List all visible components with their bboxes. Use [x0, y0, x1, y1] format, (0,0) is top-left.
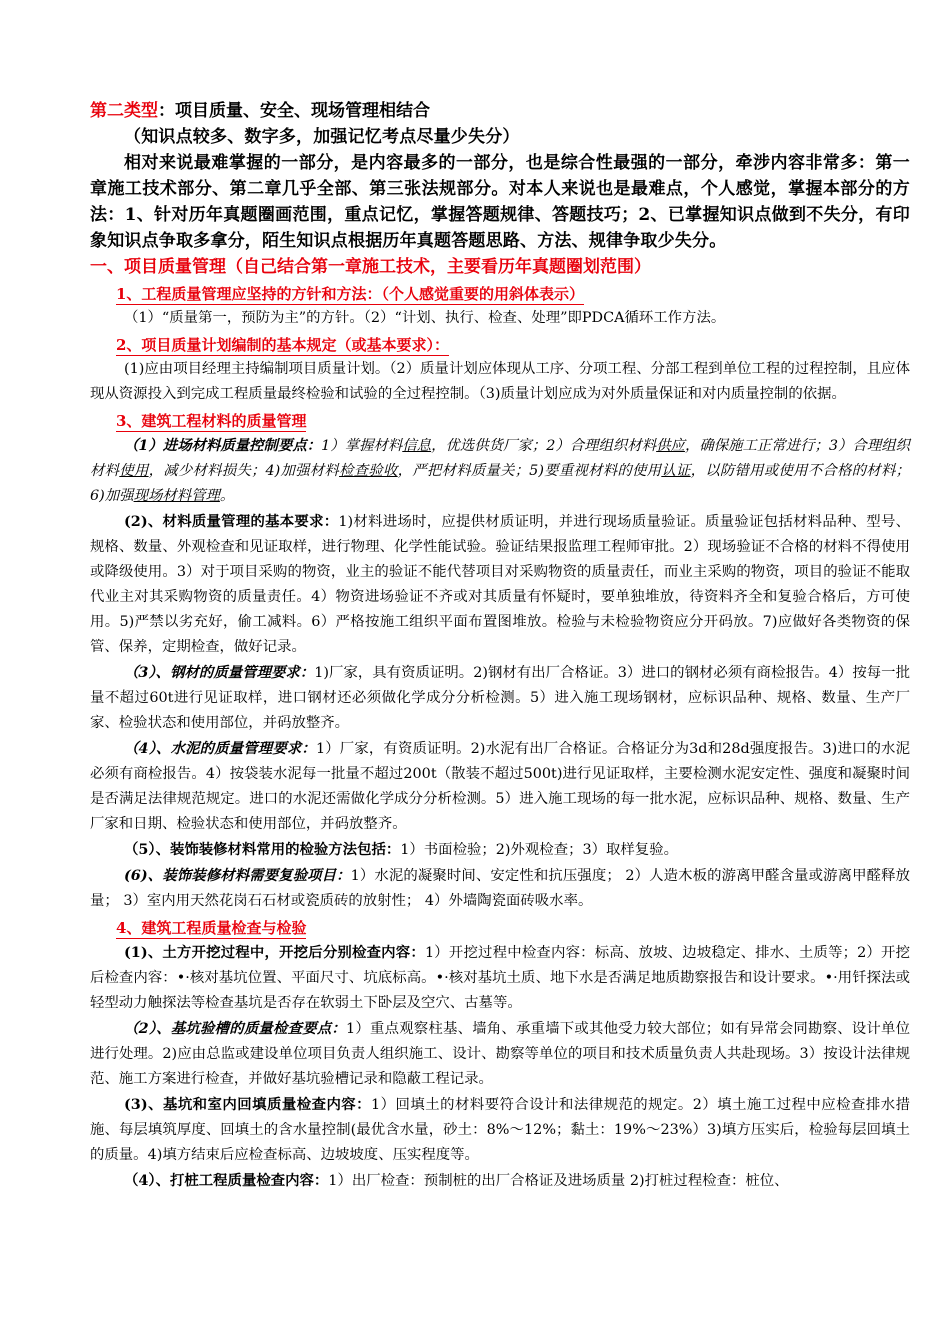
s3-p4-text: 1）厂家，有资质证明。2)水泥有出厂合格证。合格证分为3d和28d强度报告。3)进口的水泥必须有商检报告。4）按袋装水泥每一批量不超过200t（散装不超过500t)进行见证取样，主要检测水泥安定性、强度和凝聚时间是否满足法律规范规定。进口的水泥还需做化学成分分析检测。5）进入施工现场的每一批水泥，应标识品种、规格、数量、生产厂家和日期、检验状态和使用部位，并码放整齐。 [90, 741, 910, 832]
s4-p4-lead: （4）、打桩工程质量检查内容： [124, 1172, 329, 1189]
s1-heading-text: 1、工程质量管理应坚持的方针和方法：（个人感觉重要的用斜体表示） [116, 285, 584, 303]
s3-p5 [90, 837, 910, 863]
s4-heading-text: 4、建筑工程质量检查与检验 [116, 919, 307, 937]
s3-p1-u1: 信息 [402, 438, 432, 454]
s3-p1-g: 。 [219, 488, 235, 504]
s4-p3-lead: (3)、基坑和室内回填质量检查内容： [124, 1096, 372, 1113]
s4-p2-text: 1）重点观察柱基、墙角、承重墙下或其他受力较大部位；如有异常会同勘察、设计单位进行处理。2)应由总监或建设单位项目负责人组织施工、设计、勘察等单位的项目和技术质量负责人共赴现场。3）按设计法律规范、施工方案进行检查，并做好基坑验槽记录和隐蔽工程记录。 [90, 1021, 910, 1087]
s4-p3-text: 1）回填土的材料要符合设计和法律规范的规定。2）填土施工过程中应检查排水措施、每层填筑厚度、回填土的含水量控制(最优含水量，砂土：8%～12%；黏土：19%～23%）3)填方压实后，检验每层回填土的质量。4)填方结束后应检查标高、边坡坡度、压实程度等。 [90, 1097, 910, 1163]
s3-heading-text: 3、建筑工程材料的质量管理 [116, 412, 307, 430]
s3-p2-lead: (2)、材料质量管理的基本要求： [124, 513, 339, 530]
s2-text: (1)应由项目经理主持编制项目质量计划。（2）质量计划应体现从工序、分项工程、分部工程到单位工程的过程控制，且应体现从资源投入到完成工程质量最终检验和试验的全过程控制。（3)质量计划应成为对外质量保证和对内质量控制的依据。 [90, 361, 910, 402]
s2-heading [116, 333, 910, 357]
s4-p4-text: 1）出厂检查：预制桩的出厂合格证及进场质量 2)打桩过程检查：桩位、 [328, 1173, 789, 1189]
s3-p1-f: ，以防错用或使用不合格的材料； 6)加强 [90, 463, 910, 504]
s4-p1-text: 1）开挖过程中检查内容：标高、放坡、边坡稳定、排水、土质等；2）开挖后检查内容：•·核对基坑位置、平面尺寸、坑底标高。•·核对基坑土质、地下水是否满足地质勘察报告和设计要求。•·用钎探法或轻型动力触探法等检查基坑是否存在软弱土下卧层及空穴、古墓等。 [90, 945, 910, 1011]
s2-heading-text: 2、项目质量计划编制的基本规定（或基本要求）： [116, 336, 449, 354]
s1-text: （1）“质量第一，预防为主”的方针。（2）“计划、执行、检查、处理”即PDCA循环工作方法。 [124, 310, 726, 326]
s3-p3-text: 1)厂家，具有资质证明。2)钢材有出厂合格证。3）进口的钢材必须有商检报告。4）按每一批量不超过60t进行见证取样，进口钢材还必须做化学成分分析检测。5）进入施工现场钢材，应标识品种、规格、数量、生产厂家、检验状态和使用部位，并码放整齐。 [90, 665, 910, 731]
s4-p1-lead: (1)、土方开挖过程中，开挖后分别检查内容： [124, 944, 425, 961]
s3-p1-c: ，确保施工正常进行；3）合理组织材料 [90, 438, 910, 479]
document-page [90, 98, 910, 1194]
s3-p1-u5: 认证 [661, 463, 691, 479]
s3-p2-text: 1)材料进场时，应提供材质证明，并进行现场质量验证。质量验证包括材料品种、型号、规格、数量、外观检查和见证取样，进行物理、化学性能试验。验证结果报监理工程师审批。2）现场验证不合格的材料不得使用或降级使用。3）对于项目采购的物资，业主的验证不能代替项目对采购物资的质量责任，而业主采购的物资，项目的验证不能取代业主对其采购物资的质量责任。4）物资进场验证不齐或对其质量有怀疑时，要单独堆放，待资料齐全和复验合格后，方可使用。5)严禁以劣充好，偷工减料。6）严格按施工组织平面布置图堆放。检验与未检验物资应分开码放。7)应做好各类物资的保管、保养，定期检查，做好记录。 [90, 514, 910, 655]
type-title: ：项目质量、安全、现场管理相结合 [158, 101, 430, 121]
s3-p5-text: 1）书面检验；2)外观检查；3）取样复验。 [400, 842, 678, 858]
s4-p2 [90, 1016, 910, 1092]
type-heading [90, 98, 910, 124]
s3-p1-u3: 使用 [119, 463, 149, 479]
s4-p2-lead: （2）、基坑验槽的质量检查要点： [124, 1020, 347, 1037]
s3-heading [116, 409, 910, 433]
s3-p1-b: ，优选供货厂家；2）合理组织材料 [431, 438, 657, 454]
s3-p6-text: 1）水泥的凝聚时间、安定性和抗压强度； 2）人造木板的游离甲醛含量或游离甲醛释放量； 3）室内用天然花岗石石材或瓷质砖的放射性； 4）外墙陶瓷面砖吸水率。 [90, 868, 910, 909]
s3-p1-u6: 现场材料管理 [133, 488, 220, 504]
s3-p1-d: ，减少材料损失；4)加强材料 [148, 463, 340, 479]
s4-p1 [90, 940, 910, 1016]
s3-p6-lead: (6)、装饰装修材料需要复验项目： [124, 867, 351, 884]
s3-p2 [90, 509, 910, 660]
s3-p1-e: ，严把材料质量关；5)要重视材料的使用 [397, 463, 662, 479]
s4-heading [116, 916, 910, 940]
s3-p5-lead: （5）、装饰装修材料常用的检验方法包括： [124, 841, 401, 858]
subtitle: （知识点较多、数字多，加强记忆考点尽量少失分） [124, 127, 520, 147]
s3-p3 [90, 660, 910, 736]
s3-p4 [90, 736, 910, 837]
type-label: 第二类型 [90, 101, 158, 121]
s1-heading [116, 282, 910, 306]
s3-p6 [90, 863, 910, 914]
s3-p4-lead: （4）、水泥的质量管理要求： [124, 740, 316, 757]
s4-p3 [90, 1092, 910, 1168]
s3-p1-u4: 检查验收 [339, 463, 398, 479]
s3-p1-lead: （1）进场材料质量控制要点： [124, 437, 322, 454]
s3-p1 [90, 433, 910, 509]
s4-p4 [90, 1168, 910, 1194]
s3-p1-a: 1）掌握材料 [321, 438, 403, 454]
s3-p1-u2: 供应 [656, 438, 685, 454]
intro-paragraph: 相对来说最难掌握的一部分，是内容最多的一部分，也是综合性最强的一部分，牵涉内容非常多：第一章施工技术部分、第二章几乎全部、第三张法规部分。对本人来说也是最难点，个人感觉，掌握本部分的方法：1、针对历年真题圈画范围，重点记忆，掌握答题规律、答题技巧；2、已掌握知识点做到不失分，有印象知识点争取多拿分，陌生知识点根据历年真题答题思路、方法、规律争取少失分。 [90, 153, 910, 251]
section1-title: 一、项目质量管理（自己结合第一章施工技术，主要看历年真题圈划范围） [90, 257, 651, 277]
s3-p3-lead: （3）、钢材的质量管理要求： [124, 664, 315, 681]
